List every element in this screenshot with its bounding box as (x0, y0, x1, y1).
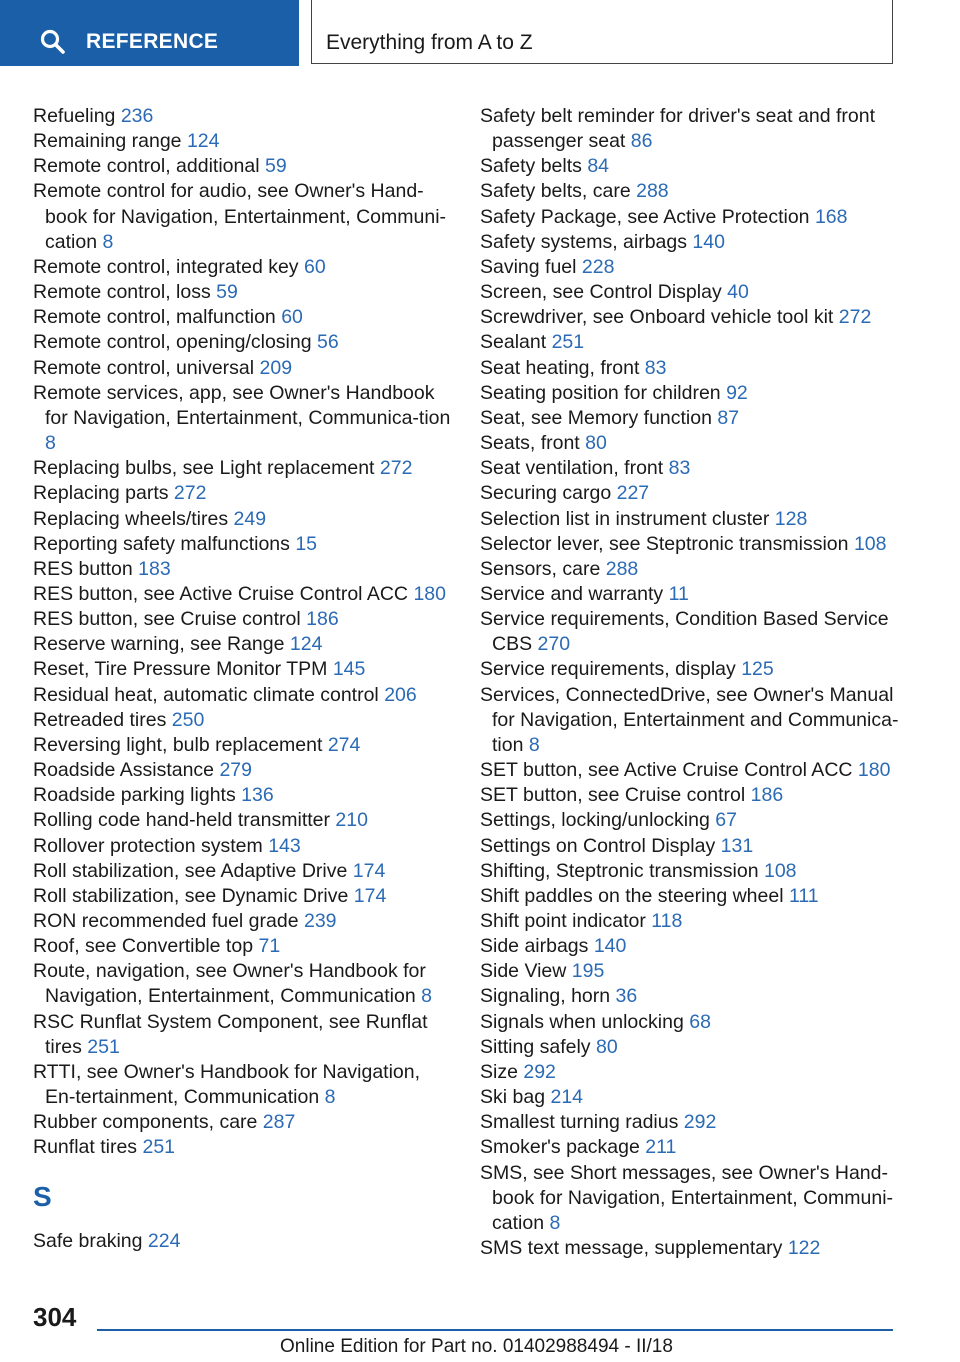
index-entry-page-link[interactable]: 8 (45, 432, 56, 455)
index-entry (480, 984, 900, 1009)
index-entry (33, 683, 453, 708)
index-entry-text: Shift paddles on the steering wheel (480, 884, 784, 907)
footer-divider (97, 1329, 893, 1331)
index-entry-text: Remote control for audio, see Owner's Hand-book for Navigation, Entertainment, Communi-cation (33, 180, 447, 253)
index-entry (480, 1035, 900, 1060)
index-entry-page-link[interactable]: 84 (587, 155, 610, 178)
index-entry-page-link[interactable]: 287 (262, 1111, 296, 1134)
index-entry (480, 456, 900, 481)
index-entry (480, 205, 900, 230)
index-entry (480, 1085, 900, 1110)
index-entry-text: Settings, locking/unlocking (480, 809, 710, 832)
index-entry (480, 356, 900, 381)
index-entry (33, 708, 453, 733)
index-entry-text: Sensors, care (480, 557, 601, 580)
index-entry (480, 758, 900, 783)
index-entry-page-link[interactable]: 140 (692, 230, 725, 253)
index-entry-text: Roof, see Convertible top (33, 935, 254, 958)
index-entry-text: Service requirements, Condition Based Service CBS (480, 608, 889, 656)
index-entry-text: Seat heating, front (480, 356, 640, 379)
index-entry (33, 783, 453, 808)
index-entry-page-link[interactable]: 118 (651, 910, 683, 932)
index-entry-page-link[interactable]: 224 (147, 1229, 181, 1252)
index-entry-page-link[interactable]: 36 (615, 985, 638, 1008)
index-entry (480, 179, 900, 204)
index-entry (33, 909, 453, 934)
index-entry-text: Remote control, universal (33, 356, 255, 379)
index-entry-page-link[interactable]: 111 (788, 884, 819, 907)
index-entry-text: RON recommended fuel grade (33, 910, 299, 932)
index-entry (33, 1229, 453, 1254)
index-entry-page-link[interactable]: 214 (550, 1086, 584, 1109)
index-entry-text: Securing cargo (480, 482, 612, 505)
index-entry (480, 1135, 900, 1160)
index-entry (33, 280, 453, 305)
index-entry-page-link[interactable]: 279 (219, 759, 252, 782)
index-column-left (33, 104, 453, 1254)
index-entry-page-link[interactable]: 60 (281, 306, 303, 329)
index-entry-page-link[interactable]: 250 (171, 708, 205, 731)
index-entry-page-link[interactable]: 180 (857, 759, 891, 782)
index-entry-text: Smoker's package (480, 1136, 640, 1159)
index-entry-text: RES button, see Cruise control (33, 608, 301, 631)
index-entry-page-link[interactable]: 128 (774, 507, 808, 530)
index-entry (33, 356, 453, 381)
index-entry-text: RSC Runflat System Component, see Runflat tires (33, 1010, 428, 1058)
index-entry-text: Signals when unlocking (480, 1010, 684, 1033)
index-entry-page-link[interactable]: 180 (413, 582, 446, 605)
index-entry (480, 305, 900, 330)
index-entry-text: Roll stabilization, see Adaptive Drive (33, 859, 348, 882)
index-entry-page-link[interactable]: 143 (268, 834, 301, 857)
index-entry-text: Side View (480, 960, 567, 983)
index-entry-text: Remote control, opening/closing (33, 331, 312, 354)
index-entry (480, 154, 900, 179)
index-entry (480, 657, 900, 682)
index-entry (33, 557, 453, 582)
index-entry (33, 129, 453, 154)
index-entry-text: Smallest turning radius (480, 1111, 679, 1134)
index-entry-text: Selector lever, see Steptronic transmission (480, 532, 849, 555)
index-entry-text: Settings on Control Display (480, 834, 716, 857)
index-entry-page-link[interactable]: 59 (264, 155, 287, 178)
index-entry (480, 1010, 900, 1035)
index-entry-page-link[interactable]: 108 (763, 859, 797, 882)
index-entry-text: RTTI, see Owner's Handbook for Navigation, En-tertainment, Communication (33, 1060, 421, 1109)
index-entry-page-link[interactable]: 8 (549, 1211, 561, 1234)
index-entry-text: Saving fuel (480, 255, 577, 278)
index-entry-text: Shifting, Steptronic transmission (480, 859, 759, 882)
index-entry (33, 934, 453, 959)
index-entry-page-link[interactable]: 8 (324, 1086, 336, 1109)
index-entry-text: Remote control, malfunction (33, 306, 276, 329)
index-entry (480, 1161, 900, 1236)
index-entry-page-link[interactable]: 131 (720, 834, 754, 857)
index-entry-page-link[interactable]: 174 (352, 859, 386, 882)
index-entry-text: Seat ventilation, front (480, 457, 664, 480)
index-entry-page-link[interactable]: 125 (741, 658, 774, 681)
index-entry-text: Remote services, app, see Owner's Handbook for Navigation, Entertainment, Communica-tion (33, 381, 451, 429)
index-entry-page-link[interactable]: 195 (571, 960, 605, 983)
index-entry (33, 507, 453, 532)
index-entry-page-link[interactable]: 8 (421, 985, 432, 1008)
reference-tab[interactable] (0, 0, 299, 66)
index-entry-page-link[interactable]: 227 (616, 482, 650, 505)
index-entry-text: Sitting safely (480, 1035, 591, 1058)
index-entry-text: SMS, see Short messages, see Owner's Hand-book for Navigation, Entertainment, Communi-cation (480, 1161, 894, 1234)
index-entry-page-link[interactable]: 80 (585, 432, 607, 455)
index-entry (480, 808, 900, 833)
index-entry (480, 532, 900, 557)
index-entry-page-link[interactable]: 59 (216, 281, 238, 304)
index-entry (33, 758, 453, 783)
page-number: 304 (33, 1302, 77, 1332)
index-entry (480, 1060, 900, 1085)
index-entry-page-link[interactable]: 124 (289, 633, 323, 656)
index-entry-text: Safe braking (33, 1229, 143, 1252)
page-header (0, 0, 960, 66)
index-entry (33, 179, 453, 254)
index-entry-text: SET button, see Cruise control (480, 784, 746, 807)
index-entry-text: Remaining range (33, 130, 182, 153)
index-entry-text: Side airbags (480, 935, 589, 958)
index-entry-text: Services, ConnectedDrive, see Owner's Manual for Navigation, Entertainment and Communica-tion (480, 683, 899, 756)
index-entry-text: Ski bag (480, 1086, 546, 1109)
section-title: Everything from A to Z (326, 31, 533, 54)
index-entry-text: Roll stabilization, see Dynamic Drive (33, 884, 349, 907)
index-entry-page-link[interactable]: 274 (327, 733, 361, 756)
index-entry-page-link[interactable]: 236 (120, 105, 154, 127)
index-entry-page-link[interactable]: 211 (645, 1136, 677, 1159)
index-entry-page-link[interactable]: 186 (750, 784, 784, 807)
index-entry-text: SET button, see Active Cruise Control ACC (480, 759, 853, 782)
index-entry-text: Roadside Assistance (33, 759, 215, 782)
index-entry-page-link[interactable]: 67 (715, 809, 737, 832)
index-entry-text: Refueling (33, 105, 116, 127)
index-entry (480, 481, 900, 506)
index-entry-text: Replacing wheels/tires (33, 507, 229, 530)
index-entry-page-link[interactable]: 272 (838, 306, 872, 329)
index-entry (480, 934, 900, 959)
index-entry (33, 834, 453, 859)
index-entry-page-link[interactable]: 228 (581, 255, 615, 278)
index-entry-text: RES button (33, 557, 133, 580)
index-entry-text: Seat, see Memory function (480, 406, 712, 429)
index-entry-page-link[interactable]: 122 (787, 1237, 821, 1260)
index-entry-page-link[interactable]: 80 (595, 1035, 618, 1058)
index-entry-text: Remote control, loss (33, 281, 211, 304)
index-entry-page-link[interactable]: 136 (241, 784, 274, 807)
index-entry-page-link[interactable]: 183 (138, 557, 171, 580)
index-entry (33, 884, 453, 909)
index-entry (480, 909, 900, 934)
index-entry-text: Runflat tires (33, 1136, 138, 1159)
index-entry-text: Size (480, 1060, 518, 1083)
index-entry (33, 607, 453, 632)
index-entry (480, 683, 900, 758)
index-entry-page-link[interactable]: 210 (335, 809, 368, 832)
index-entry-page-link[interactable]: 288 (605, 557, 639, 580)
index-entry-page-link[interactable]: 239 (303, 910, 337, 932)
index-entry (33, 255, 453, 280)
index-entry-page-link[interactable]: 251 (87, 1035, 120, 1058)
index-entry (480, 330, 900, 355)
index-entry (33, 456, 453, 481)
index-entry-text: Rollover protection system (33, 834, 263, 857)
index-entry-page-link[interactable]: 168 (814, 205, 848, 228)
index-entry-text: Seating position for children (480, 381, 721, 404)
index-entry-page-link[interactable]: 272 (379, 457, 413, 480)
index-entry-page-link[interactable]: 11 (668, 582, 689, 605)
index-entry-text: Roadside parking lights (33, 784, 236, 807)
index-entry (480, 255, 900, 280)
index-entry-text: Safety belt reminder for driver's seat and front passenger seat (480, 105, 875, 153)
index-entry-text: Replacing bulbs, see Light replacement (33, 457, 375, 480)
index-entry (33, 154, 453, 179)
index-entry-page-link[interactable]: 272 (173, 482, 207, 505)
index-entry-page-link[interactable]: 87 (717, 406, 740, 429)
reference-tab-label: REFERENCE (86, 30, 219, 53)
index-entry (480, 859, 900, 884)
index-list-left (33, 104, 453, 1161)
index-entry (480, 381, 900, 406)
index-entry (33, 859, 453, 884)
index-entry-page-link[interactable]: 108 (853, 532, 887, 555)
index-entry-page-link[interactable]: 209 (259, 356, 293, 379)
index-entry-text: Service and warranty (480, 582, 664, 605)
index-entry-page-link[interactable]: 206 (384, 683, 417, 706)
index-entry-text: Safety belts (480, 155, 582, 178)
index-entry-text: Reversing light, bulb replacement (33, 733, 323, 756)
index-entry (33, 381, 453, 456)
index-entry-page-link[interactable]: 288 (636, 180, 669, 203)
index-entry-page-link[interactable]: 270 (537, 633, 571, 656)
index-entry-text: Selection list in instrument cluster (480, 507, 770, 530)
index-entry-page-link[interactable]: 56 (317, 331, 339, 354)
index-entry-text: Route, navigation, see Owner's Handbook for Navigation, Entertainment, Communication (33, 960, 426, 1008)
index-entry-page-link[interactable]: 145 (332, 658, 366, 681)
index-entry-text: Remote control, additional (33, 155, 260, 178)
index-entry-page-link[interactable]: 292 (683, 1111, 717, 1134)
index-entry-page-link[interactable]: 86 (630, 130, 653, 153)
index-entry-text: Remote control, integrated key (33, 255, 299, 278)
index-entry-page-link[interactable]: 251 (142, 1136, 176, 1159)
index-entry-page-link[interactable]: 92 (726, 381, 748, 404)
index-entry-page-link[interactable]: 140 (593, 935, 627, 958)
index-entry-text: Seats, front (480, 432, 580, 455)
index-entry (480, 959, 900, 984)
index-entry-text: Screwdriver, see Onboard vehicle tool kit (480, 306, 834, 329)
index-entry (33, 808, 453, 833)
index-entry-page-link[interactable]: 60 (303, 255, 326, 278)
index-entry-page-link[interactable]: 8 (102, 230, 114, 253)
index-entry (480, 280, 900, 305)
index-entry-text: RES button, see Active Cruise Control ACC (33, 582, 409, 605)
index-entry-text: Rolling code hand-held transmitter (33, 809, 330, 832)
index-entry (33, 305, 453, 330)
index-entry-text: Replacing parts (33, 482, 169, 505)
index-entry (480, 1236, 900, 1261)
index-entry-text: Retreaded tires (33, 708, 167, 731)
index-entry-page-link[interactable]: 249 (233, 507, 267, 530)
index-entry (33, 959, 453, 1009)
search-icon (40, 29, 66, 55)
index-entry (480, 783, 900, 808)
index-entry (480, 884, 900, 909)
index-entry-page-link[interactable]: 40 (727, 281, 749, 304)
index-entry (480, 834, 900, 859)
index-entry (33, 330, 453, 355)
index-entry-page-link[interactable]: 15 (295, 532, 318, 555)
index-entry (33, 1060, 453, 1110)
index-entry (480, 557, 900, 582)
index-entry-text: Reserve warning, see Range (33, 633, 285, 656)
section-letter: S (33, 1180, 52, 1212)
index-entry-text: Screen, see Control Display (480, 281, 722, 304)
index-entry-text: Service requirements, display (480, 658, 736, 681)
index-entry-text: Safety Package, see Active Protection (480, 205, 810, 228)
footer-edition-text: Online Edition for Part no. 01402988494 - II/18 (280, 1336, 673, 1357)
index-entry (480, 582, 900, 607)
section-title-box (311, 0, 893, 64)
index-entry (480, 230, 900, 255)
index-entry (33, 1110, 453, 1135)
index-column-right (480, 104, 900, 1261)
index-entry-text: Safety systems, airbags (480, 230, 687, 253)
index-entry (33, 104, 453, 129)
index-entry-page-link[interactable]: 68 (689, 1010, 711, 1033)
index-entry-text: Shift point indicator (480, 910, 646, 932)
index-entry-text: SMS text message, supplementary (480, 1237, 783, 1260)
index-entry-text: Reset, Tire Pressure Monitor TPM (33, 658, 328, 681)
index-entry (33, 632, 453, 657)
index-entry-page-link[interactable]: 174 (353, 884, 387, 907)
index-entry (480, 104, 900, 154)
index-entry (33, 532, 453, 557)
index-entry-text: Residual heat, automatic climate control (33, 683, 379, 706)
index-entry (480, 431, 900, 456)
index-entry-text: Sealant (480, 331, 547, 354)
index-entry-text: Rubber components, care (33, 1111, 258, 1134)
index-entry (33, 481, 453, 506)
index-entry (480, 1110, 900, 1135)
index-entry (480, 607, 900, 657)
index-entry (480, 406, 900, 431)
index-entry (33, 582, 453, 607)
index-entry-page-link[interactable]: 83 (668, 457, 691, 480)
index-list-left-s (33, 1229, 453, 1254)
index-entry-page-link[interactable]: 251 (551, 331, 585, 354)
index-list-right (480, 104, 900, 1261)
index-entry (480, 507, 900, 532)
index-entry-text: Safety belts, care (480, 180, 631, 203)
index-entry-page-link[interactable]: 71 (258, 935, 281, 958)
index-entry-page-link[interactable]: 8 (528, 733, 540, 756)
index-entry (33, 657, 453, 682)
index-entry (33, 1135, 453, 1160)
index-entry-text: Signaling, horn (480, 985, 611, 1008)
index-entry-page-link[interactable]: 292 (523, 1060, 556, 1083)
index-entry-page-link[interactable]: 186 (306, 608, 339, 631)
index-entry-text: Reporting safety malfunctions (33, 532, 290, 555)
index-entry-page-link[interactable]: 83 (644, 356, 667, 379)
index-entry (33, 733, 453, 758)
index-entry-page-link[interactable]: 124 (186, 130, 220, 153)
index-entry (33, 1010, 453, 1060)
